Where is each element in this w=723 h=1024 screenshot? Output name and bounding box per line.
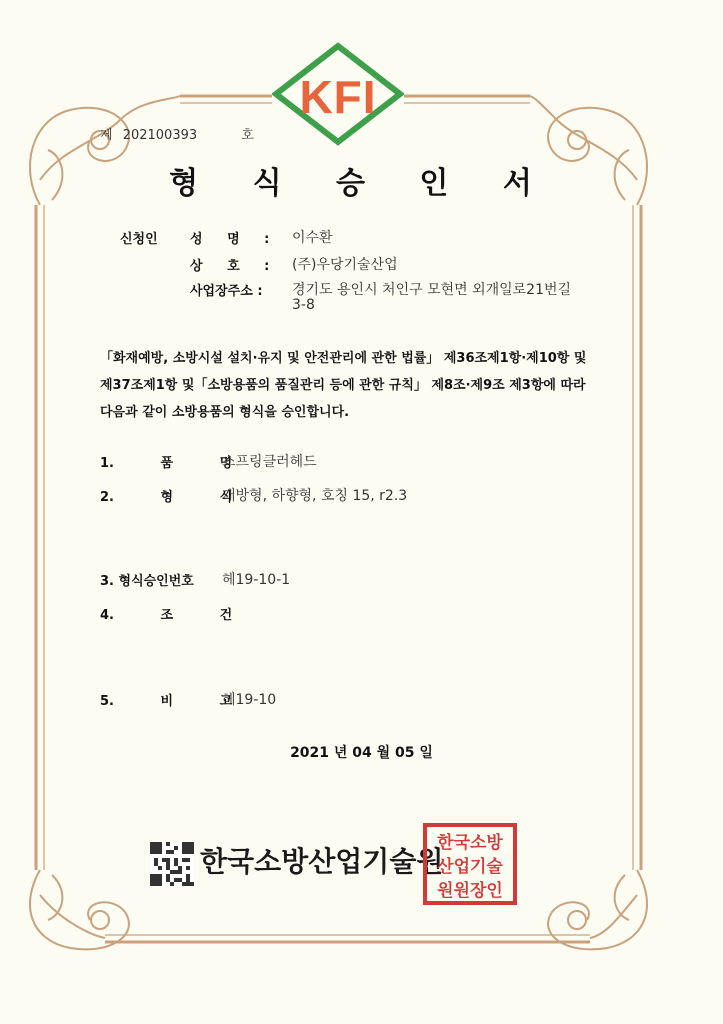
address-line-1: 경기도 용인시 처인구 모현면 외개일로21번길 [292,282,572,298]
name-value: 이수환 [292,230,333,246]
corner-ornament-bottom-left [30,870,129,949]
certificate-number [100,124,254,143]
cert-number-suffix: 호 [241,128,254,143]
name-label: 성 명 : [190,232,280,247]
company-label: 상 호 : [190,259,280,274]
seal-line: 원원장인 [437,881,503,901]
address-label: 사업장주소 : [190,284,263,299]
item-label-product-name: 1. 품 명 [100,456,233,471]
item-label-remarks: 5. 비 고 [100,694,233,709]
applicant-section-label: 신청인 [120,232,158,247]
statement-line: 제37조제1항 및「소방용품의 품질관리 등에 관한 규칙」 제8조·제9조 제3항에 따라 [100,378,586,393]
issue-date: 2021 년 04 월 05 일 [290,745,433,761]
cert-number-prefix: 제 [100,128,113,143]
kfi-logo [272,42,404,146]
item-value-approval-number: 헤19-10-1 [222,572,291,588]
seal-line: 산업기술 [437,857,503,877]
qr-code-icon [150,842,194,886]
document-title: 형 식 승 인 서 [169,166,554,201]
corner-ornament-bottom-right [548,870,647,949]
item-label-approval-number: 3. 형식승인번호 [100,574,194,589]
item-value-product-name: 스프링클러헤드 [222,454,317,470]
item-value-remarks: 헤19-10 [222,692,277,708]
statement-line: 다음과 같이 소방용품의 형식을 승인합니다. [100,405,350,420]
statement-line: 「화재예방, 소방시설 설치·유지 및 안전관리에 관한 법률」 제36조제1항·제10항 및 [100,351,587,366]
item-label-conditions: 4. 조 건 [100,608,233,623]
logo-text: KFI [299,71,377,123]
item-value-type: 개방형, 하향형, 호칭 15, r2.3 [222,488,408,504]
item-label-type: 2. 형 식 [100,490,233,505]
approval-statement [100,345,620,426]
company-value: (주)우당기술산업 [292,257,398,273]
official-seal [422,822,518,906]
cert-number-value: 202100393 [122,128,198,143]
address-line-2: 3-8 [292,297,315,313]
seal-line: 한국소방 [437,833,503,853]
issuer-name: 한국소방산업기술원 [200,845,444,878]
